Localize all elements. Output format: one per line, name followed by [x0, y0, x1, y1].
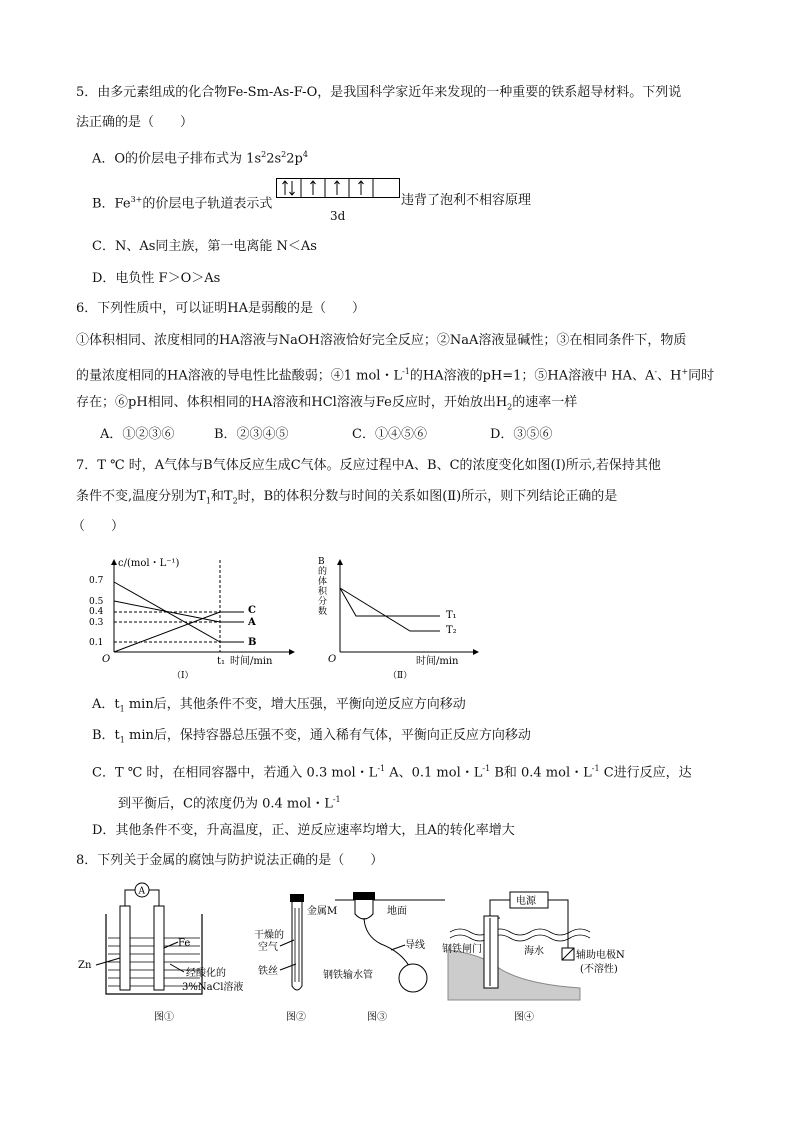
q8-stem: 8．下列关于金属的腐蚀与防护说法正确的是（ ）: [76, 853, 384, 868]
fig1-origin: O: [102, 654, 111, 665]
metal-m-block: [355, 900, 373, 919]
fig2-ylabel-0: B: [318, 557, 325, 567]
fig2-curve-t1: [340, 588, 440, 616]
fig8-1-caption: 图①: [154, 1012, 174, 1023]
metal-m-cap: [353, 892, 375, 900]
spin-up-down-icon: [283, 181, 295, 195]
q6-option-a: A．①②③⑥: [100, 427, 175, 442]
fig2-ylabel-1: 的: [318, 567, 328, 577]
fig1-label-b: B: [248, 637, 257, 648]
fig1-ytick-07: 0.7: [89, 576, 104, 586]
seabed: [448, 950, 580, 1000]
solution-label-2: 3%NaCl溶液: [182, 982, 244, 993]
q5-stem-line2: 法正确的是（ ）: [76, 115, 194, 130]
q7-option-b: B．$t_1$ min后，保持容器总压强不变，通入稀有气体，平衡向正反应方向移动: [92, 728, 531, 745]
fe3-orbital-diagram: [276, 178, 400, 198]
q6-line3: 存在；⑥pH相同、体积相同的HA溶液和HCl溶液与Fe反应时，开始放出$H_2$的速率一样: [76, 395, 578, 412]
water-pipe-icon: [399, 964, 427, 992]
fig2-ylabel-4: 分: [318, 597, 328, 607]
fig1-xlabel: 时间/min: [230, 656, 273, 667]
fig1-ytick-05: 0.5: [89, 597, 104, 607]
q7-line3: （ ）: [72, 519, 125, 534]
q6-option-b: B．②③④⑤: [214, 427, 289, 442]
spin-up-icon: [311, 181, 364, 195]
zn-label: Zn: [78, 960, 92, 971]
fig2-label-t2: T₂: [446, 625, 457, 636]
q7-line2: 条件不变,温度分别为$T_1$和$T_2$时，B的体积分数与时间的关系如图(Ⅱ)所示，则下列结论正确的是: [76, 489, 618, 506]
fig2-caption: （Ⅱ）: [388, 671, 413, 681]
fig8-3-caption: 图③: [367, 1012, 387, 1023]
fig8-2-caption: 图②: [286, 1012, 306, 1023]
fig1-t1: t₁: [217, 656, 226, 667]
q5-option-a: A．O的价层电子排布式为 $1s^22s^22p^4$: [92, 150, 308, 167]
steel-gate-icon: [484, 916, 498, 988]
stopper: [290, 894, 304, 902]
fig1-caption: （Ⅰ）: [172, 671, 194, 681]
fig2-curve-t2: [340, 588, 440, 631]
q5-option-b-prefix: B．$Fe^{3+}$的价层电子轨道表示式: [92, 195, 273, 212]
fig2-ylabel-3: 积: [318, 587, 328, 597]
q8-figure-4: [440, 888, 630, 1030]
fig2-ylabel-5: 数: [318, 607, 328, 617]
q7-option-a: A．$t_1$ min后，其他条件不变，增大压强，平衡向逆反应方向移动: [92, 697, 466, 714]
iron-wire-icon: [295, 908, 299, 982]
q7-figure-2: [310, 552, 490, 682]
q5-option-c: C．N、As同主族，第一电离能 N＜As: [92, 239, 317, 254]
ammeter-label: A: [138, 886, 145, 897]
air-label-1: 干燥的: [254, 930, 284, 941]
fig2-xlabel: 时间/min: [416, 656, 459, 667]
q6-stem: 6．下列性质中，可以证明HA是弱酸的是（ ）: [76, 301, 365, 316]
sea-label: 海水: [524, 946, 544, 957]
q7-figure-1: [84, 552, 304, 682]
fig8-4-caption: 图④: [514, 1012, 534, 1023]
q8-figure-3: [305, 888, 455, 1030]
metal-m-label: 金属M: [307, 906, 338, 917]
q6-option-d: D．③⑤⑥: [490, 427, 553, 442]
fig1-ytick-04: 0.4: [89, 607, 104, 617]
fig2-origin: O: [328, 654, 337, 665]
test-tube: [292, 902, 302, 990]
q6-line1: ①体积相同、浓度相同的HA溶液与NaOH溶液恰好完全反应；②NaA溶液显碱性；③在相同条件下，物质: [76, 333, 687, 348]
lead-label: 导线: [405, 940, 425, 951]
fig1-ytick-03: 0.3: [89, 618, 104, 628]
fe-label: Fe: [178, 938, 191, 949]
aux-label-2: (不溶性): [580, 964, 618, 975]
q8-figure-1: [74, 878, 244, 1028]
aux-label-1: 辅助电极N: [576, 950, 625, 961]
fig1-ylabel: c/(mol・L⁻¹): [118, 558, 180, 569]
q6-line2: 的量浓度相同的HA溶液的导电性比盐酸弱；④1 mol・$L^{-1}$的HA溶液的pH=1；⑤HA溶液中 HA、A-、H+同时: [76, 367, 715, 384]
q7-line1: 7．T ℃ 时，A气体与B气体反应生成C气体。反应过程中A、B、C的浓度变化如图(Ⅰ)所示,若保持其他: [76, 458, 661, 473]
q6-option-c: C．①④⑤⑥: [352, 427, 427, 442]
gate-label: 钢铁闸门: [442, 944, 482, 955]
wire-label: 铁丝: [258, 966, 278, 977]
sea-surface: [450, 929, 590, 935]
ground-label: 地面: [387, 906, 407, 917]
solution-label-1: 经酸化的: [186, 968, 226, 979]
fe-electrode: [154, 906, 164, 990]
q5-option-d: D．电负性 F＞O＞As: [92, 271, 221, 286]
q5-option-b-suffix: 违背了泡利不相容原理: [401, 193, 532, 208]
q7-option-d: D．其他条件不变，升高温度，正、逆反应速率均增大，且A的转化率增大: [92, 823, 515, 838]
pipe-label: 钢铁输水管: [323, 970, 373, 981]
q7-option-c-line1: C．T ℃ 时，在相同容器中，若通入 0.3 mol・$L^{-1}$ A、0.1 mol・$L^{-1}$ B和 0.4 mol・$L^{-1}$ C进行反应，达: [92, 764, 692, 781]
orbital-label-3d: 3d: [330, 209, 346, 223]
fig1-curve-c: [114, 612, 220, 652]
q7-option-c-line2: 到平衡后，C的浓度仍为 0.4 mol・$L^{-1}$: [118, 795, 341, 812]
lead-wire: [364, 918, 409, 966]
q5-stem-line1: 5．由多元素组成的化合物Fe-Sm-As-F-O，是我国科学家近年来发现的一种重要的铁系超导材料。下列说: [76, 85, 682, 100]
air-label-2: 空气: [258, 942, 278, 953]
fig1-label-a: A: [248, 617, 256, 628]
fig2-ylabel-2: 体: [318, 577, 328, 587]
power-label: 电源: [516, 896, 536, 907]
zn-electrode: [120, 906, 130, 990]
fig1-ytick-01: 0.1: [89, 638, 104, 648]
fig2-label-t1: T₁: [446, 610, 457, 621]
fig1-label-c: C: [248, 605, 256, 616]
